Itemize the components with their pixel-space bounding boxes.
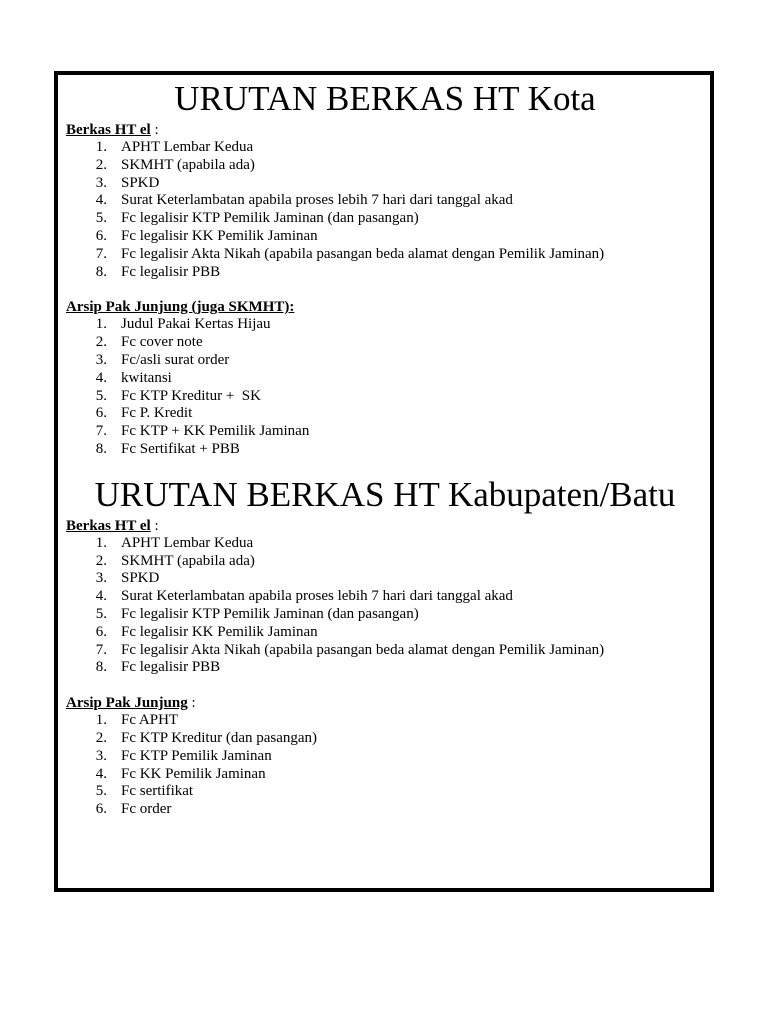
list-item: 4. Surat Keterlambatan apabila proses lebih 7 hari dari tanggal akad	[95, 192, 513, 209]
list-item: 4. Surat Keterlambatan apabila proses lebih 7 hari dari tanggal akad	[95, 588, 513, 605]
list-item: 6. Fc legalisir KK Pemilik Jaminan	[95, 623, 318, 640]
list-item: 8. Fc legalisir PBB	[95, 659, 221, 676]
item-list	[66, 139, 704, 281]
item-list	[66, 535, 704, 677]
list-item: 1. Judul Pakai Kertas Hijau	[95, 316, 271, 333]
list-item: 3. Fc/asli surat order	[95, 351, 230, 368]
list-item: 7. Fc legalisir Akta Nikah (apabila pasangan beda alamat dengan Pemilik Jaminan)	[95, 245, 605, 262]
list-item: 2. SKMHT (apabila ada)	[95, 552, 255, 569]
list-item: 8. Fc Sertifikat + PBB	[95, 440, 240, 457]
group-heading-suffix: :	[150, 122, 159, 138]
list-item: 1. APHT Lembar Kedua	[95, 139, 254, 155]
section-title-kabupaten-batu: URUTAN BERKAS HT Kabupaten/Batu	[94, 474, 676, 514]
list-item: 5. Fc sertifikat	[95, 783, 194, 800]
document-border	[54, 71, 714, 892]
group-heading-label: Berkas HT el	[66, 517, 151, 534]
item-list	[66, 712, 704, 819]
group-heading-label: Arsip Pak Junjung (juga SKMHT):	[66, 299, 295, 316]
list-item: 2. Fc KTP Kreditur (dan pasangan)	[95, 729, 318, 746]
list-item: 7. Fc KTP + KK Pemilik Jaminan	[95, 423, 310, 440]
document-content	[66, 77, 704, 819]
list-item: 8. Fc legalisir PBB	[95, 263, 221, 280]
list-item: 5. Fc legalisir KTP Pemilik Jaminan (dan pasangan)	[95, 605, 419, 622]
group-heading-suffix: :	[187, 695, 196, 712]
list-item: 4. Fc KK Pemilik Jaminan	[95, 765, 266, 782]
group-heading	[66, 694, 704, 712]
list-item: 5. Fc legalisir KTP Pemilik Jaminan (dan pasangan)	[95, 210, 419, 227]
list-item: 1. APHT Lembar Kedua	[95, 534, 254, 551]
list-item: 6. Fc P. Kredit	[95, 405, 193, 422]
list-item: 2. Fc cover note	[95, 334, 203, 351]
list-item: 3. SPKD	[95, 570, 160, 587]
list-item: 3. SPKD	[95, 174, 160, 191]
list-item: 5. Fc KTP Kreditur + SK	[95, 387, 261, 404]
list-item: 7. Fc legalisir Akta Nikah (apabila pasangan beda alamat dengan Pemilik Jaminan)	[95, 641, 605, 658]
item-list	[66, 316, 704, 458]
group-heading-label: Arsip Pak Junjung	[66, 695, 188, 712]
list-item: 1. Fc APHT	[95, 712, 179, 729]
group-heading	[66, 517, 704, 535]
group-heading	[66, 121, 704, 139]
list-item: 3. Fc KTP Pemilik Jaminan	[95, 747, 272, 764]
group-heading-suffix: :	[150, 517, 159, 534]
list-item: 6. Fc legalisir KK Pemilik Jaminan	[95, 227, 318, 244]
list-item: 4. kwitansi	[95, 369, 172, 386]
group-heading	[66, 298, 704, 316]
group-heading-label: Berkas HT el	[66, 122, 151, 138]
section-title-kota: URUTAN BERKAS HT Kota	[174, 79, 596, 118]
list-item: 6. Fc order	[95, 801, 172, 818]
list-item: 2. SKMHT (apabila ada)	[95, 156, 255, 173]
